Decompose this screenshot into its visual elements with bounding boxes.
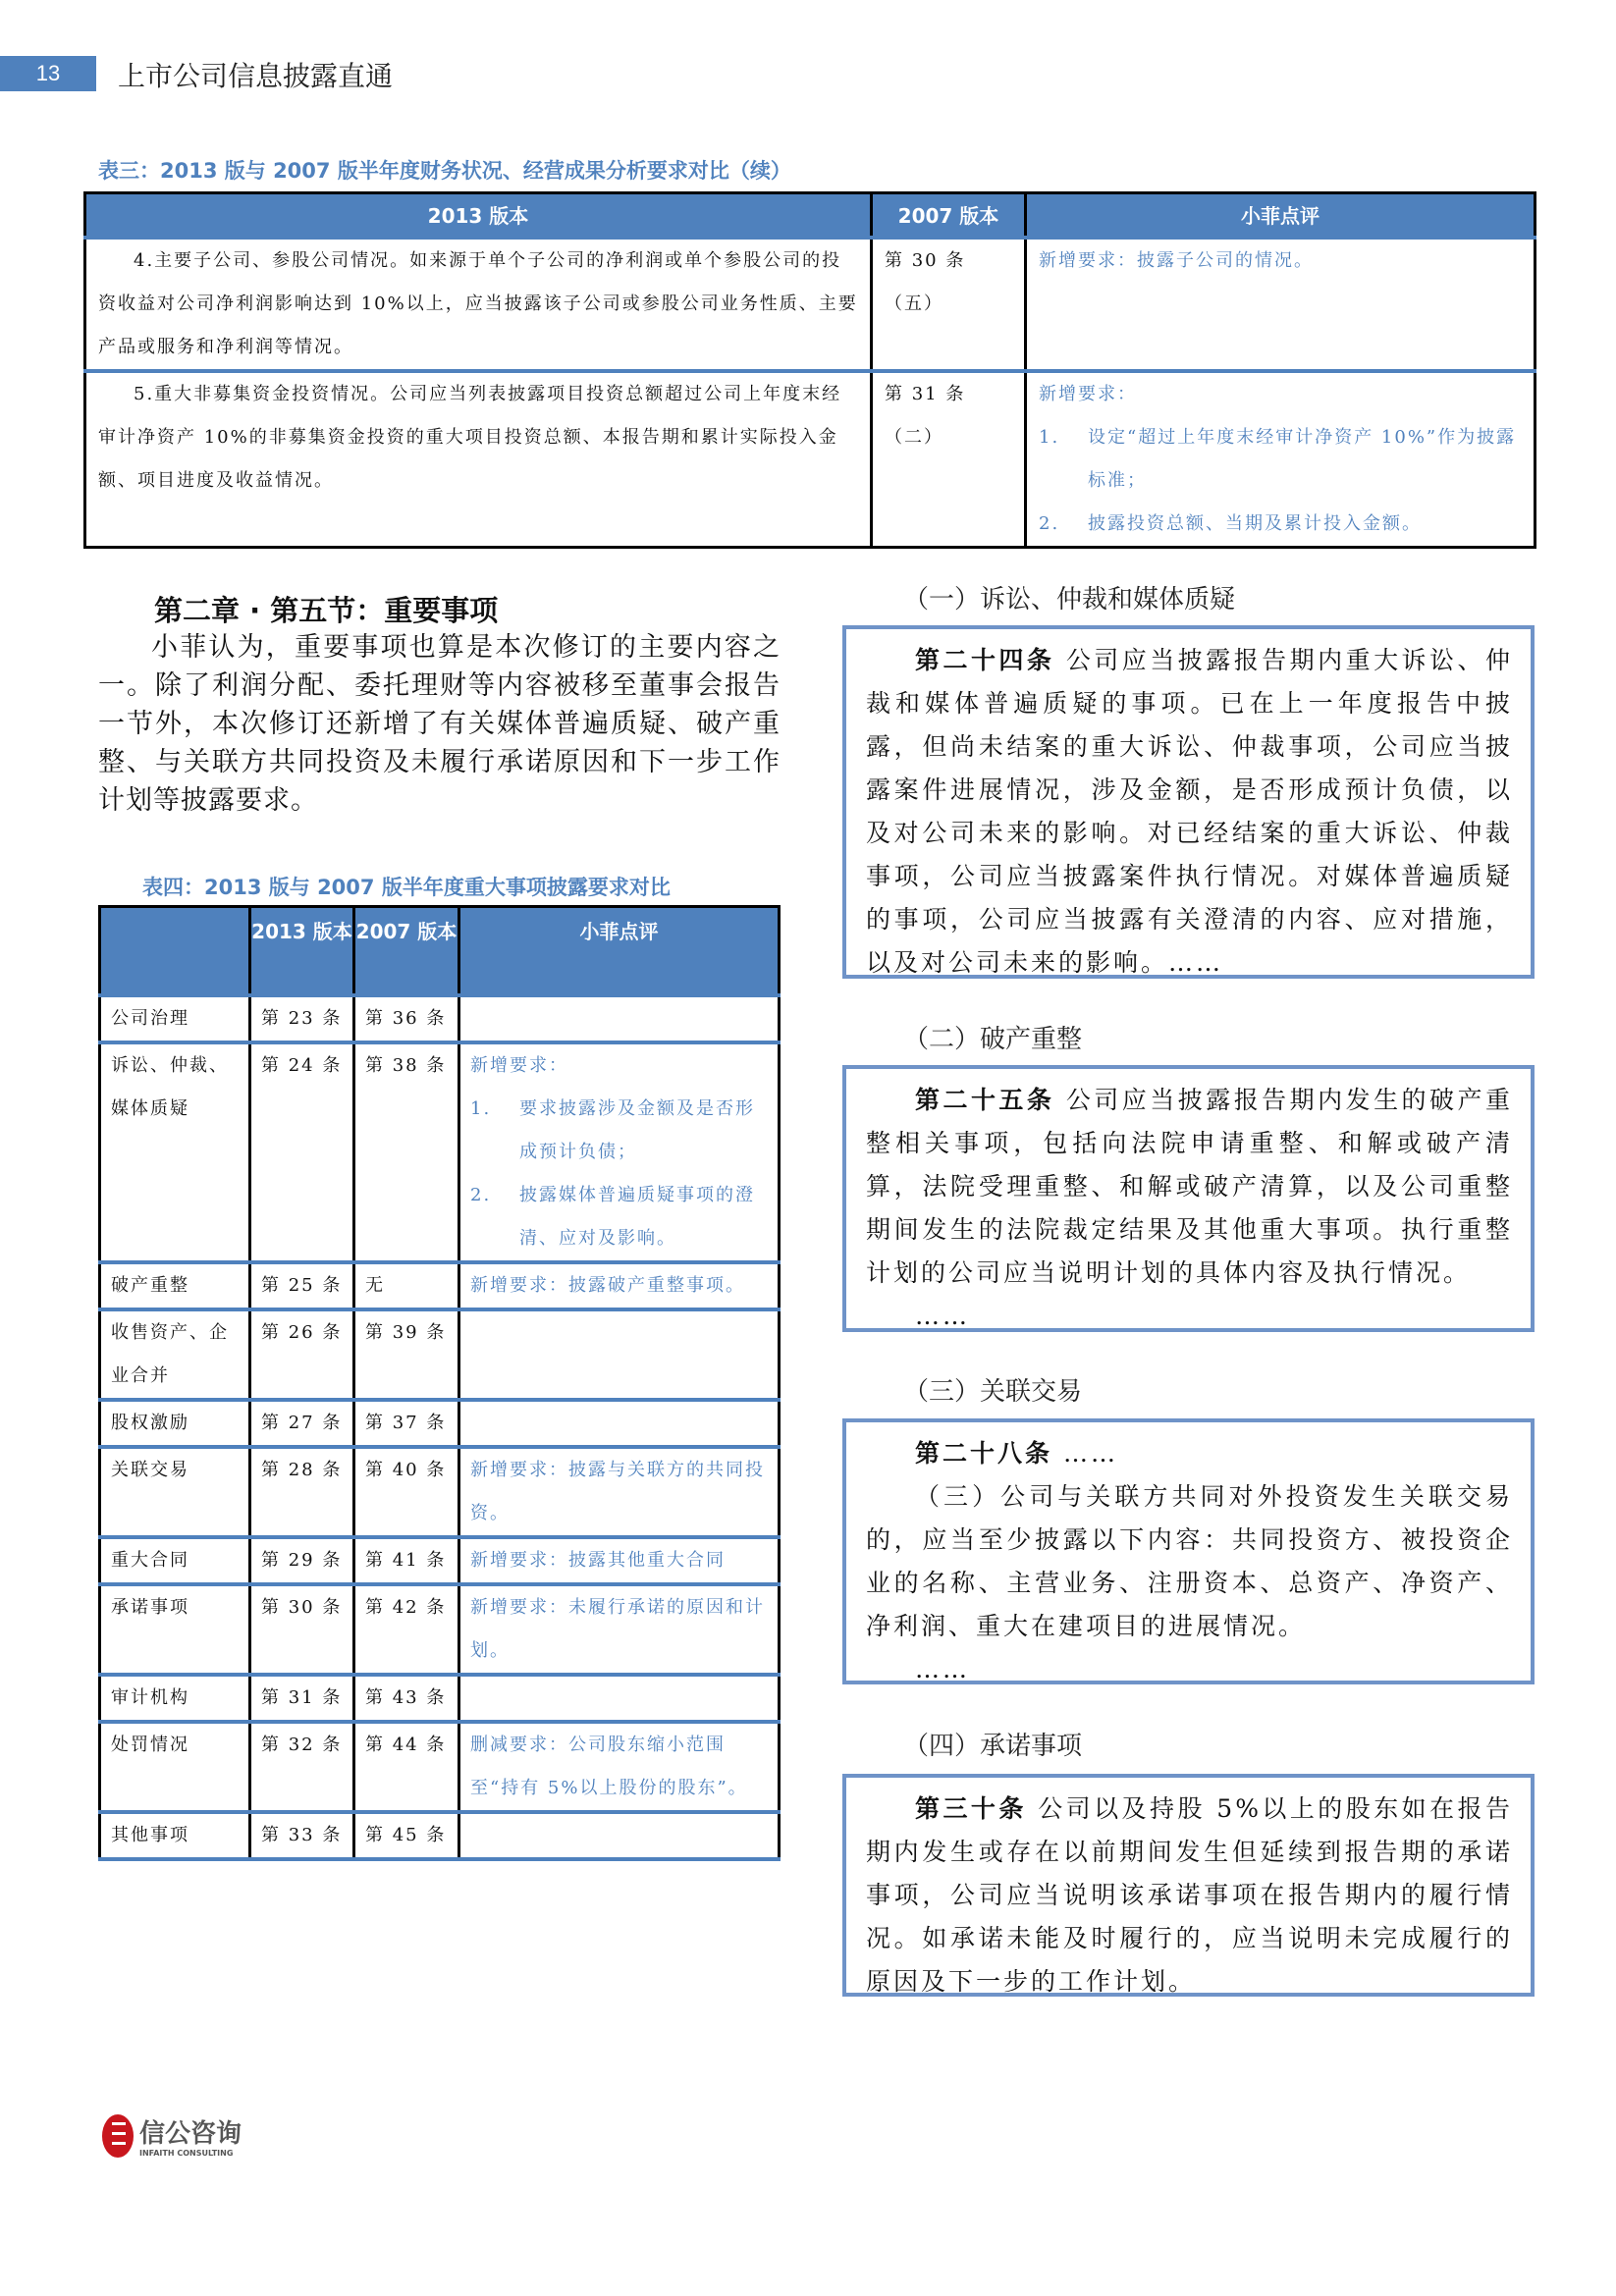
cell-comment xyxy=(459,1722,780,1812)
item-number: 1. xyxy=(470,1097,492,1119)
table-row xyxy=(85,371,1535,548)
table-row xyxy=(100,1675,780,1722)
cell-2013: 第 28 条 xyxy=(250,1447,354,1537)
cell-item: 公司治理 xyxy=(100,995,250,1042)
clause-box xyxy=(842,1065,1535,1332)
cell-2007: 第 38 条 xyxy=(354,1042,459,1262)
table3-header-row xyxy=(85,193,1535,238)
cell-item: 破产重整 xyxy=(100,1262,250,1309)
table3-caption: 表三：2013 版与 2007 版半年度财务状况、经营成果分析要求对比（续） xyxy=(98,159,791,183)
item-text: 要求披露涉及金额及是否形成预计负债； xyxy=(519,1097,755,1162)
cell-2007: 第 42 条 xyxy=(354,1584,459,1675)
page-number: 13 xyxy=(0,56,96,91)
clause-heading: （二）破产重整 xyxy=(903,1025,1083,1054)
item-number: 1. xyxy=(1039,426,1060,448)
cell-comment xyxy=(1026,371,1535,548)
cell-2007: 第 41 条 xyxy=(354,1537,459,1584)
cell-2013: 第 33 条 xyxy=(250,1812,354,1859)
item-text: 披露投资总额、当期及累计投入金额。 xyxy=(1088,512,1422,534)
cell-comment xyxy=(459,1447,780,1537)
item-text: 设定“超过上年度末经审计净资产 10%”作为披露标准； xyxy=(1088,426,1517,491)
cell-2013: 第 31 条 xyxy=(250,1675,354,1722)
table-row xyxy=(100,1584,780,1675)
cell-item: 诉讼、仲裁、媒体质疑 xyxy=(100,1042,250,1262)
table-row xyxy=(100,1042,780,1262)
comment-lead: 新增要求： xyxy=(1039,383,1137,404)
cell-item: 关联交易 xyxy=(100,1447,250,1537)
table4-caption: 表四：2013 版与 2007 版半年度重大事项披露要求对比 xyxy=(142,876,671,899)
cell-2007: 第 31 条（二） xyxy=(872,371,1026,548)
table-row xyxy=(100,1309,780,1400)
cell-2013: 第 24 条 xyxy=(250,1042,354,1262)
cell-item: 其他事项 xyxy=(100,1812,250,1859)
cell-2013: 第 27 条 xyxy=(250,1400,354,1447)
comment-item xyxy=(470,1088,768,1174)
article-number: 第二十四条 xyxy=(915,646,1055,674)
ellipsis: …… xyxy=(915,1302,970,1330)
cell-2007: 无 xyxy=(354,1262,459,1309)
comment-item xyxy=(1039,503,1522,546)
table-row xyxy=(100,1262,780,1309)
article-text: 公司以及持股 5%以上的股东如在报告期内发生或存在以前期间发生但延续到报告期的承诺事项，公司应当说明该承诺事项在报告期内的履行情况。如承诺未能及时履行的，应当说明未完成履行的原因及下一步的工作计划。 xyxy=(866,1794,1513,1996)
cell-2013: 第 29 条 xyxy=(250,1537,354,1584)
cell-comment xyxy=(459,1812,780,1859)
logo-mark-icon xyxy=(98,2101,265,2171)
clause-heading: （一）诉讼、仲裁和媒体质疑 xyxy=(903,585,1236,614)
cell-item: 收售资产、企业合并 xyxy=(100,1309,250,1400)
section-title: 第二章 · 第五节：重要事项 xyxy=(154,594,499,627)
comment-item xyxy=(470,1174,768,1260)
svg-text:信公咨询: 信公咨询 xyxy=(139,2119,242,2149)
col-header: 小菲点评 xyxy=(1026,193,1535,238)
cell-item: 审计机构 xyxy=(100,1675,250,1722)
col-header xyxy=(100,907,250,995)
table4 xyxy=(98,905,781,1861)
cell-2013: 第 25 条 xyxy=(250,1262,354,1309)
comment-text: 新增要求： xyxy=(470,1054,568,1076)
ellipsis: …… xyxy=(915,1655,970,1683)
item-number: 2. xyxy=(1039,512,1060,534)
article-number: 第二十五条 xyxy=(915,1086,1055,1114)
cell-comment xyxy=(459,1262,780,1309)
infaith-logo xyxy=(98,2101,265,2171)
table-row xyxy=(85,238,1535,371)
publication-title: 上市公司信息披露直通 xyxy=(118,60,394,92)
cell-comment xyxy=(459,1584,780,1675)
cell-item: 承诺事项 xyxy=(100,1584,250,1675)
article-text: 公司应当披露报告期内重大诉讼、仲裁和媒体普遍质疑的事项。已在上一年度报告中披露，但尚未结案的重大诉讼、仲裁事项，公司应当披露案件进展情况，涉及金额，是否形成预计负债，以及对公司未来的影响。对已经结案的重大诉讼、仲裁事项，公司应当披露案件执行情况。对媒体普遍质疑的事项，公司应当披露有关澄清的内容、应对措施，以及对公司未来的影响。…… xyxy=(866,646,1513,977)
col-header: 2007 版本 xyxy=(354,907,459,995)
cell-2007: 第 37 条 xyxy=(354,1400,459,1447)
section-intro: 小菲认为，重要事项也算是本次修订的主要内容之一。除了利润分配、委托理财等内容被移至董事会报告一节外，本次修订还新增了有关媒体普遍质疑、破产重整、与关联方共同投资及未履行承诺原因和下一步工作计划等披露要求。 xyxy=(98,632,781,816)
cell-2013: 5.重大非募集资金投资情况。公司应当列表披露项目投资总额超过公司上年度末经审计净资产 10%的非募集资金投资的重大项目投资总额、本报告期和累计实际投入金额、项目进度及收益情况。 xyxy=(85,371,872,548)
cell-comment xyxy=(459,1400,780,1447)
cell-item: 重大合同 xyxy=(100,1537,250,1584)
comment-text: 新增要求：披露其他重大合同 xyxy=(470,1549,726,1571)
clause-heading: （四）承诺事项 xyxy=(903,1732,1083,1761)
svg-text:INFAITH CONSULTING: INFAITH CONSULTING xyxy=(139,2149,234,2158)
item-number: 2. xyxy=(470,1184,492,1205)
cell-2007: 第 30 条（五） xyxy=(872,238,1026,371)
cell-comment xyxy=(459,995,780,1042)
table-row xyxy=(100,995,780,1042)
comment-text: 新增要求：披露与关联方的共同投资。 xyxy=(470,1459,765,1523)
article-subclause: （三）公司与关联方共同对外投资发生关联交易的，应当至少披露以下内容：共同投资方、被投资企业的名称、主营业务、注册资本、总资产、净资产、净利润、重大在建项目的进展情况。 xyxy=(866,1482,1513,1640)
cell-2007: 第 40 条 xyxy=(354,1447,459,1537)
table3 xyxy=(83,191,1536,549)
cell-comment xyxy=(459,1675,780,1722)
cell-2007: 第 36 条 xyxy=(354,995,459,1042)
comment-text: 删减要求：公司股东缩小范围至“持有 5%以上股份的股东”。 xyxy=(470,1734,748,1798)
cell-comment xyxy=(459,1309,780,1400)
article-text: 公司应当披露报告期内发生的破产重整相关事项，包括向法院申请重整、和解或破产清算，法院受理重整、和解或破产清算，以及公司重整期间发生的法院裁定结果及其他重大事项。执行重整计划的公司应当说明计划的具体内容及执行情况。 xyxy=(866,1086,1513,1287)
clause-box xyxy=(842,1418,1535,1684)
table-row xyxy=(100,1812,780,1859)
cell-2013: 第 32 条 xyxy=(250,1722,354,1812)
cell-2013: 第 30 条 xyxy=(250,1584,354,1675)
cell-item: 处罚情况 xyxy=(100,1722,250,1812)
cell-2013: 第 26 条 xyxy=(250,1309,354,1400)
col-header: 2007 版本 xyxy=(872,193,1026,238)
comment-item xyxy=(1039,416,1522,503)
cell-2007: 第 39 条 xyxy=(354,1309,459,1400)
table-row xyxy=(100,1722,780,1812)
col-header: 2013 版本 xyxy=(250,907,354,995)
table-row xyxy=(100,1447,780,1537)
article-number: 第三十条 xyxy=(915,1794,1027,1823)
article-text: …… xyxy=(1062,1439,1118,1468)
cell-2013: 4.主要子公司、参股公司情况。如来源于单个子公司的净利润或单个参股公司的投资收益对公司净利润影响达到 10%以上，应当披露该子公司或参股公司业务性质、主要产品或服务和净利润等情况。 xyxy=(85,238,872,371)
cell-2007: 第 45 条 xyxy=(354,1812,459,1859)
article-number: 第二十八条 xyxy=(915,1439,1053,1468)
table4-header-row xyxy=(100,907,780,995)
clause-box xyxy=(842,625,1535,979)
cell-2007: 第 44 条 xyxy=(354,1722,459,1812)
col-header: 小菲点评 xyxy=(459,907,780,995)
col-header: 2013 版本 xyxy=(85,193,872,238)
table-row xyxy=(100,1537,780,1584)
comment-text: 新增要求：未履行承诺的原因和计划。 xyxy=(470,1596,765,1661)
cell-comment: 新增要求：披露子公司的情况。 xyxy=(1026,238,1535,371)
item-text: 披露媒体普遍质疑事项的澄清、应对及影响。 xyxy=(519,1184,755,1249)
cell-comment xyxy=(459,1042,780,1262)
clause-box xyxy=(842,1774,1535,1997)
cell-comment xyxy=(459,1537,780,1584)
cell-2013: 第 23 条 xyxy=(250,995,354,1042)
table-row xyxy=(100,1400,780,1447)
clause-heading: （三）关联交易 xyxy=(903,1377,1083,1407)
cell-2007: 第 43 条 xyxy=(354,1675,459,1722)
cell-item: 股权激励 xyxy=(100,1400,250,1447)
comment-text: 新增要求：披露破产重整事项。 xyxy=(470,1274,745,1296)
